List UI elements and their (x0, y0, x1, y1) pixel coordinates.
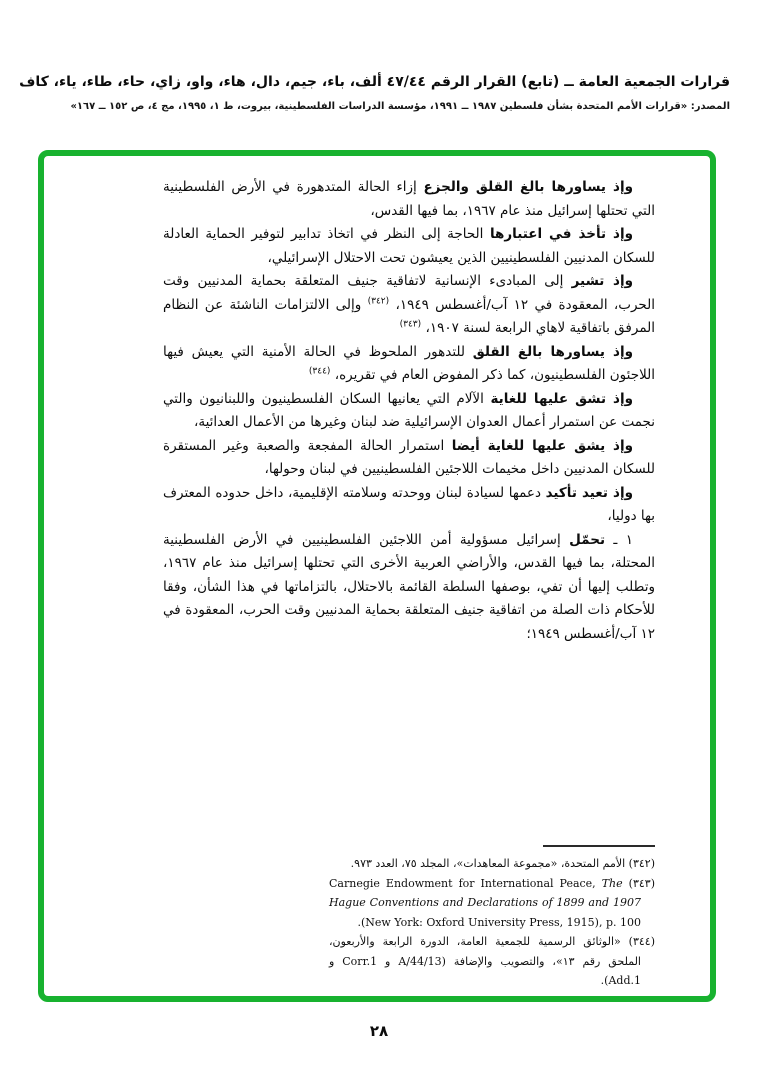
page-number: ٢٨ (369, 1022, 389, 1040)
footnote-344: (٣٤٤) «الوثائق الرسمية للجمعية العامة، الدورة الرابعة والأربعون، الملحق رقم ١٣»، والتصويب والإضافة (A/44/13 و Corr.1 و Add.1). (329, 935, 655, 987)
preamble-paragraph-3: وإذ تشير إلى المبادىء الإنسانية لاتفاقية جنيف المتعلقة بحماية المدنيين وقت الحرب، المعقودة في ١٢ آب/أغسطس ١٩٤٩، $^{(٣٤٢)}$ وإلى الالتزامات الناشئة عن النظام المرفق باتفاقية لاهاي الرابعة لسنة ١٩٠٧، $^{(٣٤٣)}$ (163, 273, 655, 336)
preamble-paragraph-5: وإذ تشق عليها للغاية الآلام التي يعانيها السكان الفلسطينيون واللبنانيون والتي نجمت عن استمرار أعمال العدوان الإسرائيلية ضد لبنان وغيرها من الأعمال العدائية، (163, 390, 655, 430)
footnote-separator (543, 845, 655, 847)
preamble-paragraph-7: وإذ تعيد تأكيد دعمها لسيادة لبنان ووحدته وسلامته الإقليمية، داخل حدوده المعترف بها دوليا، (163, 484, 655, 524)
resolution-text (163, 176, 655, 836)
preamble-paragraph-4: وإذ يساورها بالغ القلق للتدهور الملحوظ في الحالة الأمنية التي يعيش فيها اللاجئون الفلسطينيون، كما ذكر المفوض العام في تقريره، $^{(٣٤٤)}$ (163, 343, 655, 383)
operative-paragraph-1: ١ ـ تحمّل إسرائيل مسؤولية أمن اللاجئين الفلسطينيين في الأرض الفلسطينية المحتلة، بما فيها القدس، والأراضي العربية الأخرى التي تحتلها إسرائيل منذ عام ١٩٦٧، وتطلب إليها أن تفي، بوصفها السلطة القائمة بالاحتلال، بالتزاماتها في هذا الشأن، وفقا للأحكام ذات الصلة من اتفاقية جنيف المتعلقة بحماية المدنيين وقت الحرب، المعقودة في ١٢ آب/أغسطس ١٩٤٩؛ (163, 531, 655, 642)
footnotes-block (329, 854, 655, 991)
preamble-paragraph-1: وإذ يساورها بالغ القلق والجزع إزاء الحالة المتدهورة في الأرض الفلسطينية التي تحتلها إسرائيل منذ عام ١٩٦٧، بما فيها القدس، (163, 179, 655, 219)
footnote-343: (٣٤٣) Carnegie Endowment for International Peace, The Hague Conventions and Declarations of 1899 and 1907 (New York: Oxford University Press, 1915), p. 100. (329, 876, 655, 929)
document-frame (38, 150, 716, 1002)
footnote-342: (٣٤٢) الأمم المتحدة، «مجموعة المعاهدات»، المجلد ٧٥، العدد ٩٧٣. (350, 857, 655, 870)
preamble-paragraph-6: وإذ يشق عليها للغاية أيضا استمرار الحالة المفجعة والصعبة وغير المستقرة للسكان المدنيين داخل مخيمات اللاجئين الفلسطينيين في لبنان وحولها، (163, 437, 655, 477)
page-header-source: المصدر: «قرارات الأمم المتحدة بشأن فلسطين ١٩٨٧ ــ ١٩٩١، مؤسسة الدراسات الفلسطينية، بيروت، ط ١، ١٩٩٥، مج ٤، ص ١٥٢ ــ ١٦٧» (70, 101, 730, 112)
preamble-paragraph-2: وإذ تأخذ في اعتبارها الحاجة إلى النظر في اتخاذ تدابير لتوفير الحماية العادلة للسكان المدنيين الفلسطينيين الذين يعيشون تحت الاحتلال الإسرائيلي، (163, 226, 655, 266)
page-header-title: قرارات الجمعية العامة ــ (تابع) القرار الرقم ٤٧/٤٤ ألف، باء، جيم، دال، هاء، واو، زاي، حاء، طاء، ياء، كاف (19, 74, 730, 90)
